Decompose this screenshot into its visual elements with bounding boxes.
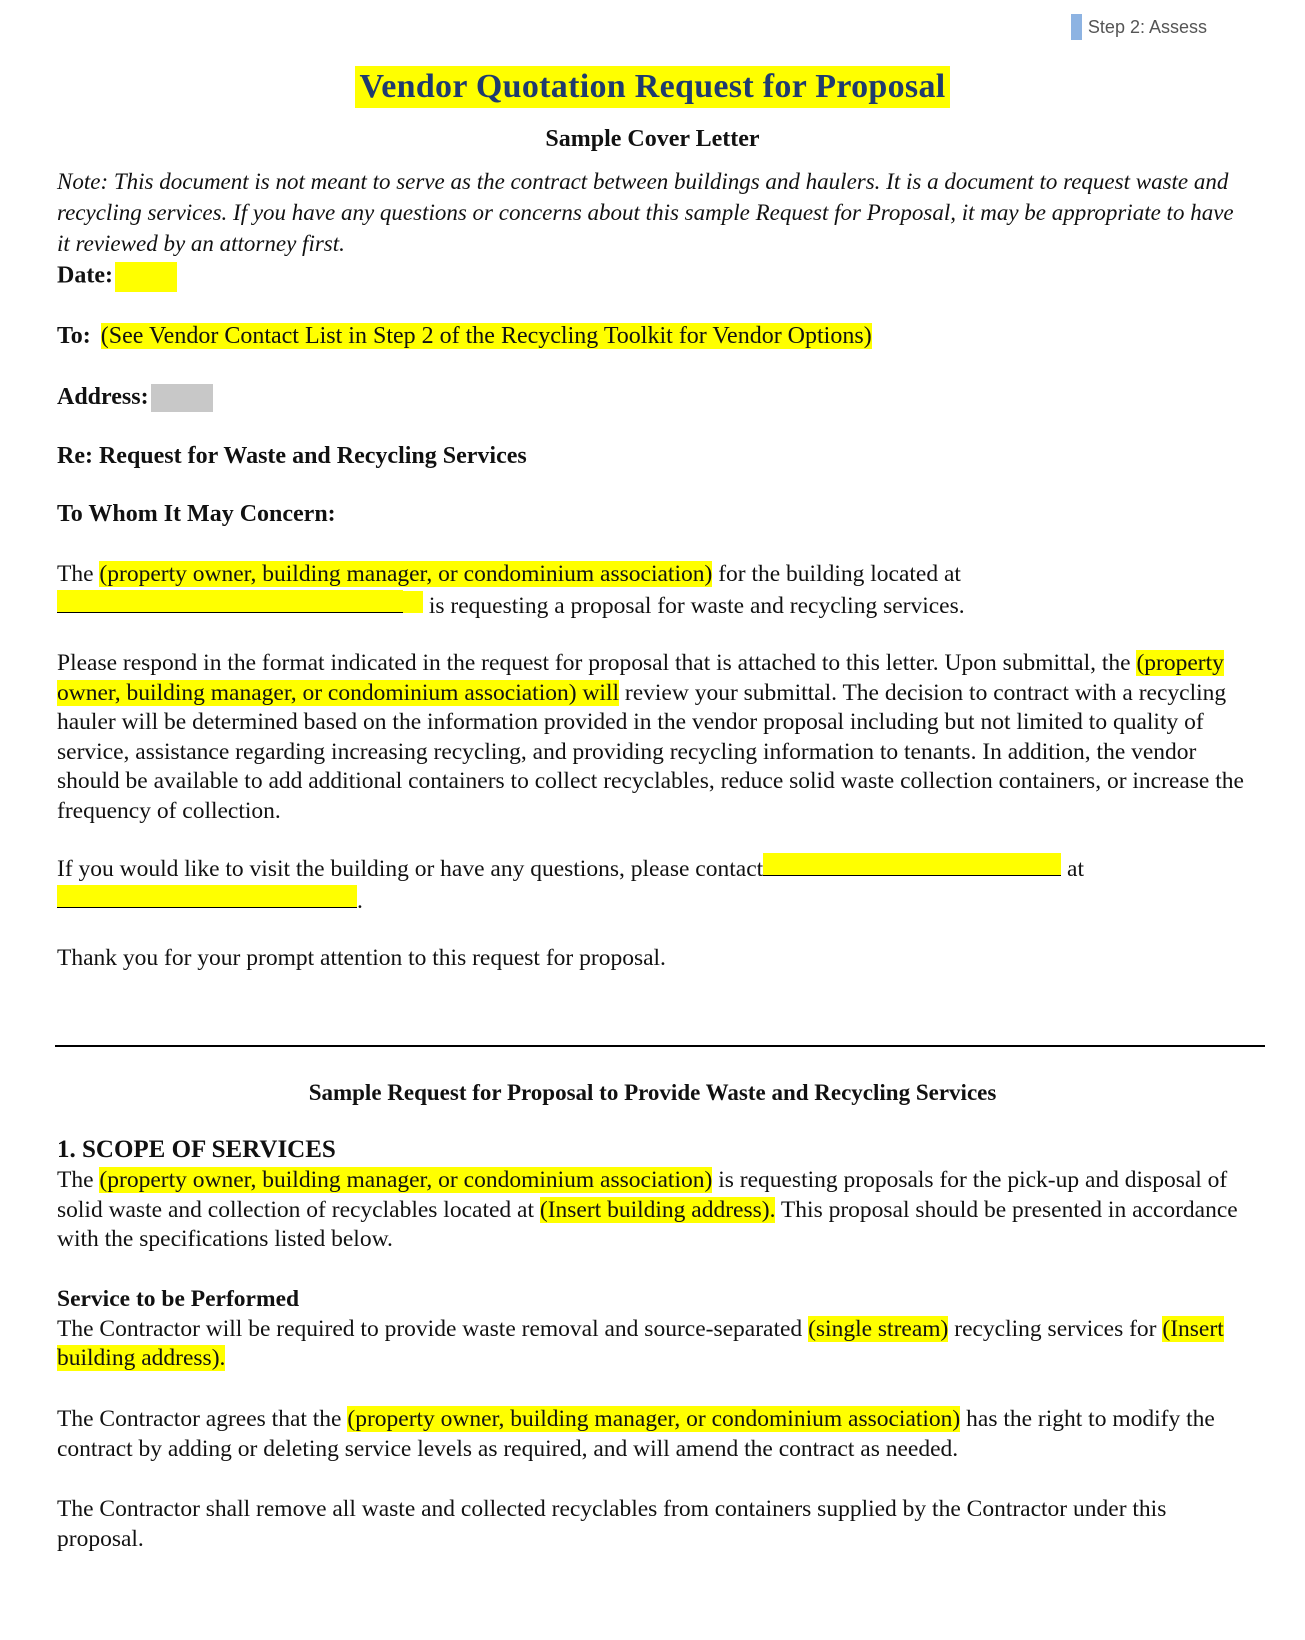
- paragraph-2: [57, 649, 1257, 826]
- scope-text-a: The: [57, 1167, 100, 1193]
- agree-text-a: The Contractor agrees that the: [57, 1406, 348, 1432]
- subtitle: Sample Cover Letter: [545, 126, 760, 152]
- blank-highlight-tail: [403, 591, 423, 613]
- contact-phone-blank[interactable]: [57, 885, 357, 908]
- p1-highlight[interactable]: (property owner, building manager, or condominium association): [99, 561, 713, 587]
- address-field[interactable]: [151, 384, 213, 412]
- service-block: [57, 1285, 1257, 1374]
- scope-highlight-2[interactable]: (Insert building address).: [539, 1196, 776, 1223]
- p2-text-b: review your submittal. The decision to contract with a recycling hauler will be determined based on the information provided in the vendor proposal including but not limited to quality of service, assistance regarding increasing recycling, and providing recycling information to tenants. In addition, the vendor should be available to add additional containers to collect recyclables, reduce solid waste collection containers, or increase the frequency of collection.: [57, 679, 1244, 824]
- paragraph-1: [57, 560, 1257, 621]
- agree-highlight[interactable]: (property owner, building manager, or condominium association): [347, 1406, 961, 1432]
- p3-text-c: .: [357, 887, 363, 914]
- address-line: [57, 384, 213, 412]
- p3-text-a: If you would like to visit the building or have any questions, please contact: [57, 856, 764, 882]
- scope-text-b: is requesting proposals for the pick-up and disposal of solid waste and collection of recyclables located at: [57, 1167, 1228, 1223]
- p1-text-c: is requesting a proposal for waste and recycling services.: [423, 592, 965, 619]
- to-line: [57, 323, 872, 350]
- p2-text-a: Please respond in the format indicated in the request for proposal that is attached to this letter. Upon submittal, the: [57, 650, 1137, 676]
- to-label: To:: [57, 323, 91, 349]
- to-value[interactable]: (See Vendor Contact List in Step 2 of the Recycling Toolkit for Vendor Options): [100, 323, 872, 349]
- date-field[interactable]: [115, 262, 177, 292]
- p1-text-b: for the building located at: [712, 561, 961, 587]
- header-tag: [1071, 14, 1207, 40]
- date-line: [57, 262, 177, 292]
- title-wrap: [0, 66, 1305, 108]
- service-text-a: The Contractor will be required to provide waste removal and source-separated: [57, 1315, 809, 1342]
- paragraph-3: [57, 853, 1257, 916]
- p1-text-a: The: [57, 561, 100, 587]
- p3-text-b: at: [1061, 856, 1085, 882]
- paragraph-4: Thank you for your prompt attention to this request for proposal.: [57, 945, 666, 971]
- agree-paragraph: [57, 1405, 1257, 1464]
- remove-paragraph: The Contractor shall remove all waste and collected recyclables from containers supplied by the Contractor under this proposal.: [57, 1496, 1167, 1552]
- service-highlight-1[interactable]: (single stream): [808, 1315, 949, 1342]
- address-label: Address:: [57, 384, 149, 410]
- re-line: Re: Request for Waste and Recycling Services: [57, 443, 527, 469]
- disclaimer-note: Note: This document is not meant to serve as the contract between buildings and haulers. It is a document to request waste and recycling services. If you have any questions or concerns about this sample Request for Proposal, it may be appropriate to have it reviewed by an attorney first.: [57, 169, 1234, 256]
- contact-name-blank[interactable]: [763, 853, 1061, 876]
- scope-text-c: This proposal should be presented in accordance with the specifications listed below.: [57, 1196, 1238, 1252]
- section-divider: [55, 1045, 1265, 1047]
- service-text-b: recycling services for: [948, 1315, 1163, 1342]
- scope-paragraph: [57, 1166, 1257, 1255]
- p2-highlight[interactable]: (property owner, building manager, or condominium association) will: [57, 650, 1224, 706]
- tag-bar-icon: [1071, 14, 1082, 40]
- service-highlight-2[interactable]: (Insert building address).: [57, 1315, 1224, 1371]
- scope-heading: 1. SCOPE OF SERVICES: [57, 1136, 336, 1163]
- section-title: Sample Request for Proposal to Provide Waste and Recycling Services: [308, 1080, 997, 1105]
- header-tag-label: Step 2: Assess: [1087, 16, 1207, 37]
- service-heading: Service to be Performed: [57, 1286, 300, 1312]
- agree-text-b: has the right to modify the contract by adding or deleting service levels as required, and will amend the contract as needed.: [57, 1406, 1215, 1462]
- page-title: Vendor Quotation Request for Proposal: [355, 66, 949, 108]
- date-label: Date:: [57, 262, 113, 289]
- building-location-blank[interactable]: [57, 590, 403, 613]
- salutation: To Whom It May Concern:: [57, 501, 336, 527]
- scope-highlight-1[interactable]: (property owner, building manager, or condominium association): [99, 1167, 713, 1193]
